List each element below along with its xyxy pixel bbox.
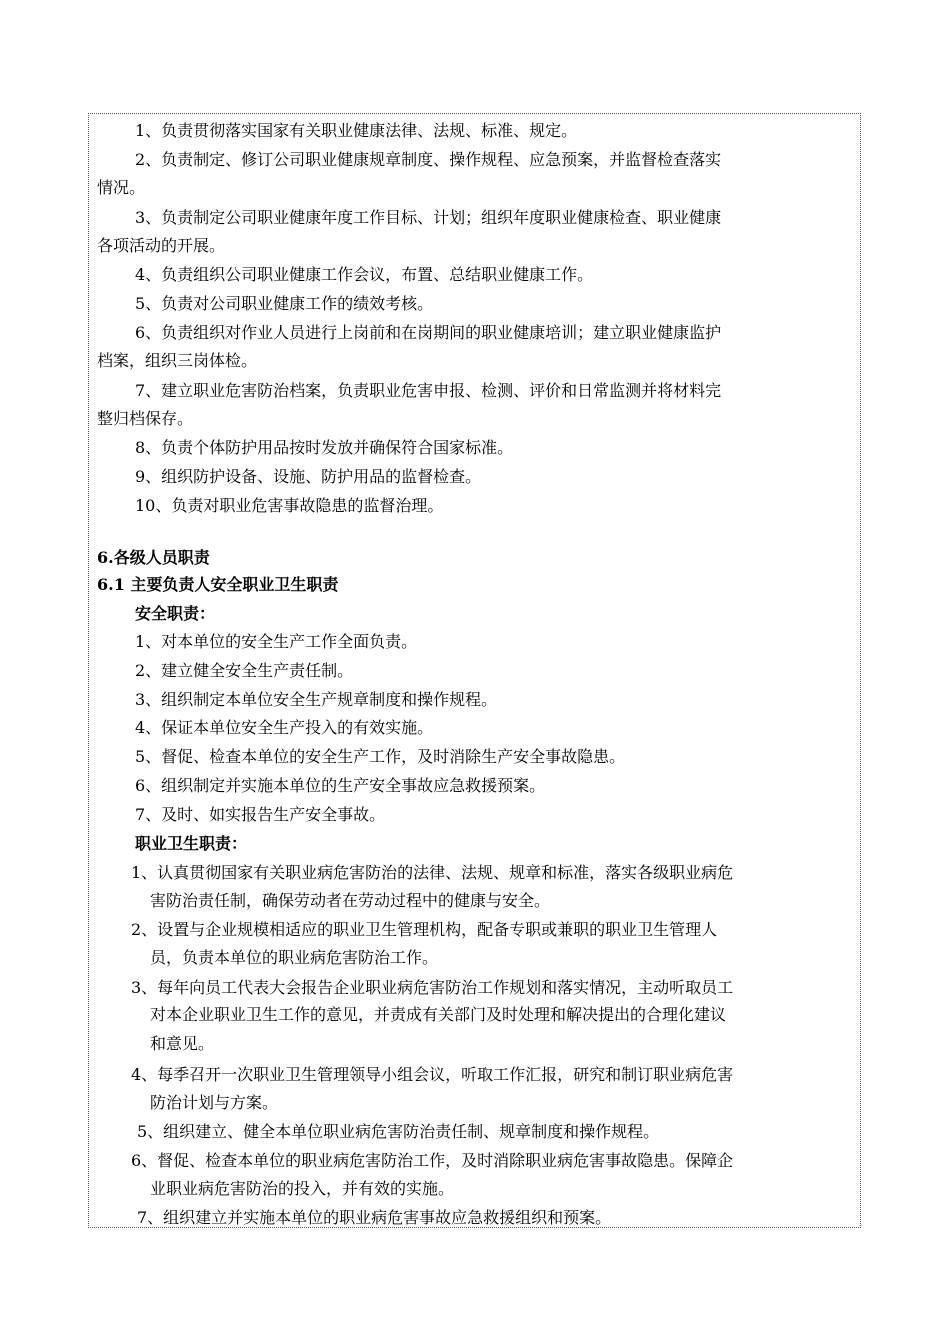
duty-line: 8、负责个体防护用品按时发放并确保符合国家标准。: [135, 438, 514, 457]
duty-line: 7、建立职业危害防治档案，负责职业危害申报、检测、评价和日常监测并将材料完: [135, 381, 722, 400]
safety-heading: 安全职责：: [135, 604, 216, 623]
duty-line: 2、负责制定、修订公司职业健康规章制度、操作规程、应急预案，并监督检查落实: [135, 150, 722, 169]
duty-line: 各项活动的开展。: [97, 236, 226, 255]
health-item: 员，负责本单位的职业病危害防治工作。: [150, 948, 439, 967]
duty-line: 9、组织防护设备、设施、防护用品的监督检查。: [135, 467, 482, 486]
safety-item: 7、及时、如实报告生产安全事故。: [135, 805, 386, 824]
duty-line: 4、负责组织公司职业健康工作会议，布置、总结职业健康工作。: [135, 265, 594, 284]
duty-line: 整归档保存。: [97, 409, 194, 428]
health-item: 对本企业职业卫生工作的意见，并责成有关部门及时处理和解决提出的合理化建议: [150, 1005, 727, 1024]
health-item: 害防治责任制，确保劳动者在劳动过程中的健康与安全。: [150, 891, 551, 910]
duty-line: 1、负责贯彻落实国家有关职业健康法律、法规、标准、规定。: [135, 121, 578, 140]
health-item: 2、设置与企业规模相适应的职业卫生管理机构，配备专职或兼职的职业卫生管理人: [131, 920, 718, 939]
health-item: 业职业病危害防治的投入，并有效的实施。: [150, 1179, 455, 1198]
safety-item: 6、组织制定并实施本单位的生产安全事故应急救援预案。: [135, 776, 546, 795]
duty-line: 3、负责制定公司职业健康年度工作目标、计划；组织年度职业健康检查、职业健康: [135, 208, 722, 227]
health-item: 7、组织建立并实施本单位的职业病危害事故应急救援组织和预案。: [137, 1208, 612, 1227]
duty-line: 档案，组织三岗体检。: [97, 351, 258, 370]
health-item: 和意见。: [150, 1034, 215, 1053]
safety-item: 2、建立健全安全生产责任制。: [135, 661, 354, 680]
duty-line: 5、负责对公司职业健康工作的绩效考核。: [135, 294, 434, 313]
health-heading: 职业卫生职责：: [135, 834, 248, 853]
duty-line: 6、负责组织对作业人员进行上岗前和在岗期间的职业健康培训；建立职业健康监护: [135, 323, 722, 342]
health-item: 3、每年向员工代表大会报告企业职业病危害防治工作规划和落实情况，主动听取员工: [131, 978, 734, 997]
subsection-title: 6.1 主要负责人安全职业卫生职责: [97, 575, 339, 594]
duty-line: 情况。: [97, 178, 146, 197]
health-item: 5、组织建立、健全本单位职业病危害防治责任制、规章制度和操作规程。: [137, 1122, 660, 1141]
safety-item: 1、对本单位的安全生产工作全面负责。: [135, 632, 418, 651]
safety-item: 5、督促、检查本单位的安全生产工作，及时消除生产安全事故隐患。: [135, 747, 626, 766]
safety-item: 4、保证本单位安全生产投入的有效实施。: [135, 718, 434, 737]
safety-item: 3、组织制定本单位安全生产规章制度和操作规程。: [135, 690, 498, 709]
section-title: 6.各级人员职责: [97, 548, 210, 567]
health-item: 4、每季召开一次职业卫生管理领导小组会议，听取工作汇报，研究和制订职业病危害: [131, 1065, 734, 1084]
duty-line: 10、负责对职业危害事故隐患的监督治理。: [135, 496, 444, 515]
health-item: 6、督促、检查本单位的职业病危害防治工作，及时消除职业病危害事故隐患。保障企: [131, 1151, 734, 1170]
health-item: 1、认真贯彻国家有关职业病危害防治的法律、法规、规章和标准，落实各级职业病危: [131, 863, 734, 882]
health-item: 防治计划与方案。: [150, 1093, 279, 1112]
